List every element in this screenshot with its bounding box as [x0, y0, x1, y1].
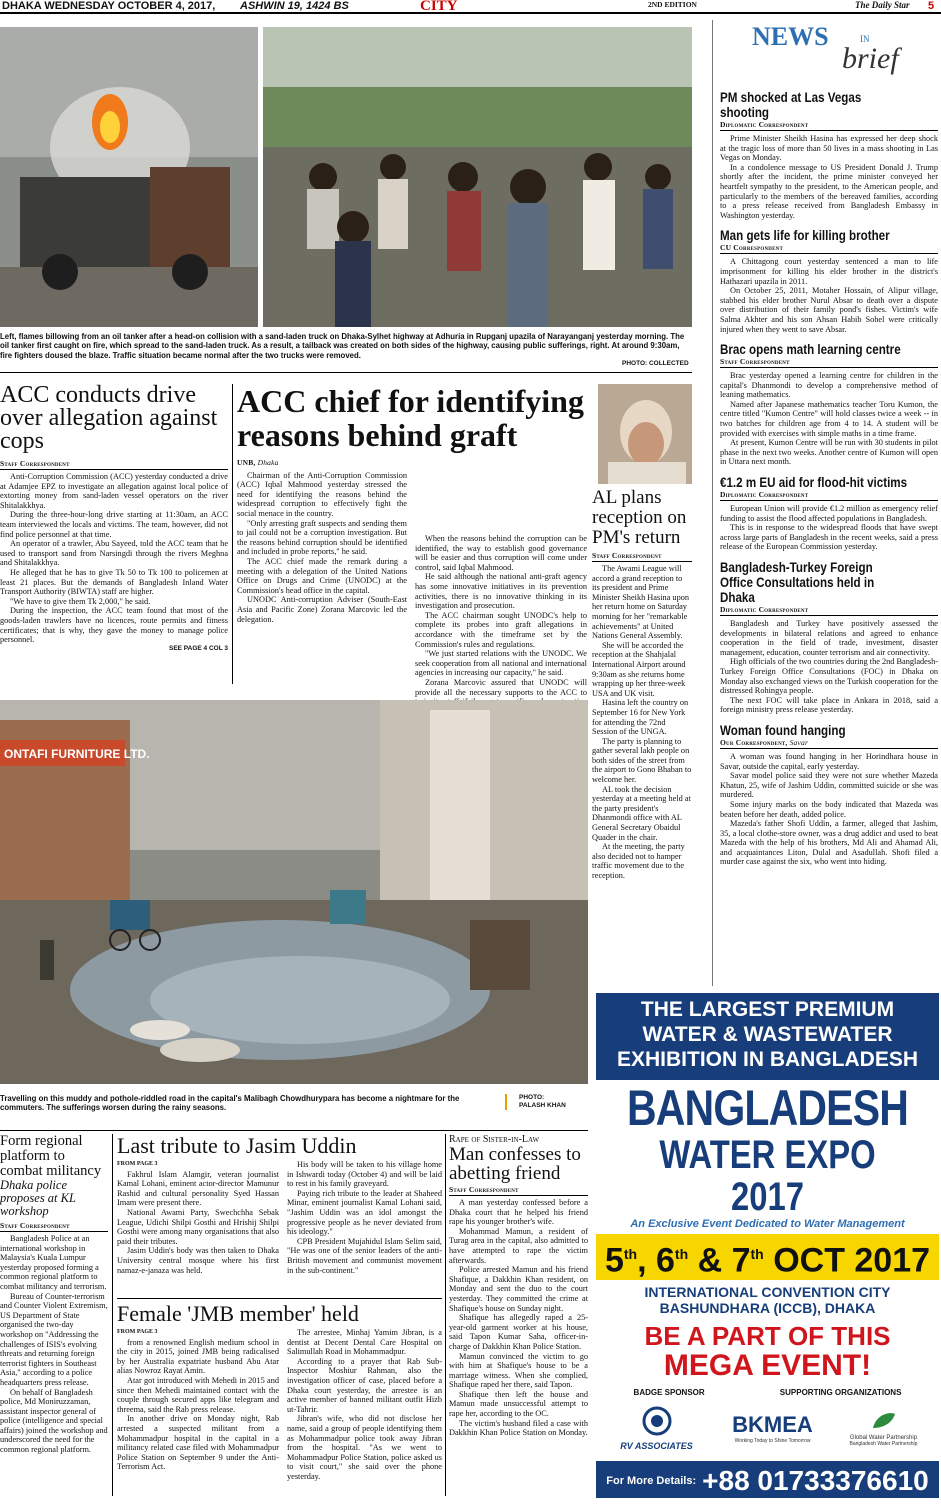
paragraph: Zorana Marcovic assured that UNODC will provide all the necessary supports to the ACC to [415, 677, 587, 697]
paragraph: Police arrested Mamun and his friend Shafique, a Dakkhin Khan resident, on Monday and sent the duo to the court yesterday. They committed the crime at Shafique's house on Sunday night. [449, 1265, 588, 1313]
ad-big1: BANGLADESH [626, 1080, 909, 1136]
brief-body: A Chittagong court yesterday sentenced a man to life imprisonment for killing his elder brother in the district's Hathazari upazila in 2011. On October 25, 2011, Motaher Hossain, of Alipur village, stabbed his elder brother Nurul Absar to death over a dispute over distribution of their family pond's fishes. Victim's wife Salma Akhter and his son Ahsan Habib Sohel were critically injured when they went to save Absar. [720, 257, 938, 334]
crowd-photo [263, 27, 692, 327]
paragraph: The ACC chairman sought UNODC's help to complete its probes into graft allegations in accordance with the timeframe set by the Commission's rules and regulations. [415, 610, 587, 649]
brief-byline: Staff Correspondent [720, 357, 938, 368]
details-label: For More Details: [606, 1475, 697, 1488]
jmb-article [117, 1302, 442, 1482]
paragraph: At the meeting, the party also decided not to hamper traffic movement due to the reception. [592, 842, 685, 880]
paragraph: During the three-hour-long drive starting at 11:30am, an ACC team interviewed the locals and victims. The team, however, did not find police personnel at that time. [0, 510, 228, 539]
masthead: The Daily Star [855, 0, 910, 10]
paragraph: In another drive on Monday night, Rab arrested a suspected militant from a Mohammadpur hospital in the capital in a militancy related case filed with Mohammadpur Police Station on September 9 under the Anti-Terrorism Act. [117, 1414, 279, 1472]
acc-chief-article [237, 384, 587, 716]
paragraph: Paying rich tribute to the leader at Shaheed Minar, eminent journalist Kamal Lohani said, "Jashim Uddin was an idol amongst the progressive people as he never deviated from his ideology." [287, 1188, 442, 1237]
paragraph: Mamun convinced the victim to go with him at Shafique's house to be a marriage witness. When she complied, Shafique raped her there, said Tapon. [449, 1351, 588, 1390]
ad-line3: EXHIBITION IN BANGLADESH [616, 1048, 918, 1071]
paragraph: UNODC Anti-corruption Adviser (South-East Asia and Pacific Zone) Zorana Marcovic led the delegation. [237, 595, 407, 624]
paragraph: She will be accorded the reception at the Shahjalal International Airport around 9:30am as she returns home wrapping up her three-week USA and UK visit. [592, 640, 686, 698]
brief-headline: €1.2 m EU aid for flood-hit victims [720, 475, 908, 491]
see-more-link[interactable]: SEE PAGE 4 COL 3 [168, 644, 228, 652]
acc-cops-article [0, 384, 228, 652]
ad-line1: THE LARGEST PREMIUM [640, 998, 895, 1021]
paragraph: The party is planning to gather several lakh people on both sides of the street from the airport to Gono Bhaban to welcome her. [592, 736, 692, 785]
paragraph: When the reasons behind the corruption can be identified, the way to establish good governance will be easier and thus corruption will come under control, said Iqbal Mahmood. [415, 534, 587, 572]
bangla-date: ASHWIN 19, 1424 BS [240, 0, 349, 12]
paragraph: Bureau of Counter-terrorism and Counter Violent Extremism, US Department of State organised the two-day workshop on "Addressing the challenges of ISIS's evolving threats and returning foreign terrorist fighters in Southeast Asia," according to a police headquarters press release. [0, 1291, 108, 1387]
paragraph: The Awami League will accord a grand reception to its president and Prime Minister Sheikh Hasina upon her return home on Saturday morning for her "remarkable achievements" at United Nations General Assembly. [592, 564, 690, 641]
brief-headline: Man gets life for killing brother [720, 228, 890, 244]
brief-headline: Woman found hanging [720, 722, 846, 738]
brief-headline: Brac opens math learning centre [720, 342, 901, 358]
section-name: CITY [420, 0, 458, 14]
bkmea-logo: BKMEA Working Today to Shine Tomorrow [732, 1412, 813, 1445]
paragraph: The arrestee, Minhaj Yamim Jibran, is a dentist at Decent Dental Care Hospital on Salimullah Road in Mohammadpur. [287, 1328, 442, 1357]
abetting-kicker: Rape of Sister-in-Law [449, 1134, 540, 1145]
sponsor-logo: RV ASSOCIATES [602, 1406, 712, 1451]
paragraph: "Only arresting graft suspects and sending them to jail could not be a corruption investigation. But the reasons behind corruption should be identified and included in probe reports," he said. [237, 518, 407, 557]
brief-body: A woman was found hanging in her Horindhara house in Savar, outside the capital, early yesterday. Savar model police said they were not sure whether Mazeda Khatun, 25, wife of Jashim Uddin, committed suicide or she was murdered. Some injury marks on the body indicated that Mazeda was beaten before her death, added police. Mazeda's father Shofi Uddin, a farmer, alleged that Jashim, 35, a local clothe-store owner, was a drug addict and used to beat Mazeda with the help of his brothers, Md Ali and Ahamad Ali, and acquaintances Liton, Dulal and Asadullah. Shofi filed a murder case against the six, who went into hiding. [720, 751, 938, 867]
street-photo-credit: PHOTO: PALASH KHAN [505, 1094, 566, 1110]
brief-byline: Our Correspondent, Savar [720, 738, 938, 749]
paragraph: A man yesterday confessed before a Dhaka court that he helped his friend rape his younger brother's wife. [449, 1198, 588, 1227]
street-photo [0, 700, 588, 1084]
crowd-image [263, 27, 692, 327]
paragraph: National Awami Party, Swechchha Sebak League, Udichi Shilpi Gosthi and Hrishij Shilpi Gosthi were among many organisations that also paid their tributes. [117, 1207, 279, 1246]
brief-byline: Diplomatic Correspondent [720, 490, 938, 501]
badge-sponsor-label: BADGE SPONSOR [633, 1388, 705, 1398]
shop-sign: ONTAFI FURNITURE LTD. [4, 747, 150, 761]
al-reception-body [592, 564, 692, 881]
paragraph: Chairman of the Anti-Corruption Commission (ACC) Iqbal Mahmood yesterday stressed the need for identifying the reasons behind the widespread corruption to effectively fight the social menace in the country. [237, 470, 407, 518]
ad-big2: WATER EXPO 2017 [659, 1133, 876, 1219]
street-image [0, 700, 588, 1084]
edition: 2ND EDITION [648, 0, 697, 9]
dateline: DHAKA WEDNESDAY OCTOBER 4, 2017, [2, 0, 216, 12]
paragraph: Hasina left the country on September 16 for New York for attending the 72nd Session of the UNGA. [592, 698, 689, 737]
acc-chief-byline: UNB, Dhaka [237, 458, 279, 467]
ad-line2: WATER & WASTEWATER [642, 1023, 893, 1046]
paragraph: According to a prayer that Rab Sub-Inspector Moshiur Rahman, also the investigation officer of case, placed before a Dhaka court yesterday, the arrestee is an active member of banned militant outfit Hizb ut-Tahrir. [287, 1356, 442, 1414]
abetting-body [449, 1198, 588, 1438]
top-photo-caption: Left, flames billowing from an oil tanker after a head-on collision with a sand-laden truck on Dhaka-Sylhet highway at Adhuria in Rupganj upazila of Narayanganj yesterday morning. The oil tanker first caught on fire, which spread to the sand-laden truck. As a result, a tailback was created on both sides of the highway, causing public sufferings, right. At around 9:30am, fire fighters doused the blaze. Traffic situation became normal after the two trucks were removed. [0, 332, 685, 360]
al-reception-headline: AL plans reception on PM's return [592, 487, 687, 548]
ad-venue2: BASHUNDHARA (ICCB), DHAKA [659, 1300, 876, 1317]
paragraph: During the inspection, the ACC team found that most of the goods-laden trawlers have no licences, route permits and fitness certificates; that is why, they gave the money to manage police personnel. [0, 606, 228, 645]
pm-portrait [598, 384, 692, 484]
tanker-fire-photo [0, 27, 258, 327]
paragraph: He said although the national anti-graft agency has some innovative initiatives in its prevention activities, there is no innovative thinking in its investigation and prosecution. [415, 572, 587, 611]
news-brief-title: NEWS IN brief [752, 22, 899, 75]
ad-phone[interactable]: +88 01733376610 [702, 1465, 929, 1497]
paragraph: The victim's husband filed a case with Dakkhin Khan Police Station on Monday. [449, 1418, 588, 1438]
paragraph: He alleged that he has to give Tk 50 to Tk 100 to policemen at least 21 places. But the demands of Bangladesh Inland Water Transport Authority (BIWTA) staff are higher. [0, 567, 228, 597]
al-reception-byline: Staff Correspondent [592, 551, 692, 562]
paragraph: Jibran's wife, who did not disclose her name, said a group of people identifying them as Mohammadpur police took away Jibran from the hospital. "As we went to Mohammadpur Police Station, police asked us to visit court," she said over the phone yesterday. [287, 1414, 442, 1481]
brief-headline: PM shocked at Las Vegas shooting [720, 90, 862, 120]
paragraph: Fakhrul Islam Alamgir, veteran journalist Kamal Lohani, eminent actor-director Mamunur Rashid and cultural personality Syed Hassan Imam were present there. [117, 1169, 279, 1208]
paragraph: Bangladesh Police at an international workshop in Malaysia's Kuala Lumpur yesterday proposed forming a common regional platform to combat militancy and terrorism. [0, 1234, 107, 1291]
ad-cta1: BE A PART OF THIS [644, 1321, 891, 1352]
rv-associates-icon [642, 1406, 672, 1436]
paragraph: His body will be taken to his village home in Ishwardi today (October 4) and will be laid to rest in his family graveyard. [287, 1160, 442, 1189]
paragraph: CPB President Mujahidul Islam Selim said, "He was one of the senior leaders of the anti-British movement and communist movement in the sub-continent." [287, 1236, 442, 1275]
brief-body: European Union will provide €1.2 million as emergency relief funding to assist the flood affected populations in Bangladesh. This is in response to the widespread floods that have swept across large parts of Bangladesh in the recent weeks, said a press release of the European Commission yesterday. [720, 504, 938, 552]
abetting-article [449, 1134, 588, 1438]
gwp-logo: Global Water Partnership Bangladesh Water Partnership [834, 1410, 934, 1447]
paragraph: On behalf of Bangladesh police, Md Moniruzzaman, assistant inspector general of police (intelligence and special affairs) joined the workshop and underscored the need for the common regional platform. [0, 1387, 108, 1455]
paragraph: Shafique has allegedly raped a 25-year-old garment worker at his house, said Tapon Kumar Saha, officer-in-charge of Dakkhin Khan Police Station. [449, 1313, 588, 1351]
abetting-headline: Man confesses to abetting friend [449, 1144, 581, 1184]
brief-headline: Bangladesh-Turkey Foreign Office Consultations held in Dhaka [720, 560, 875, 605]
pm-portrait-image [598, 384, 692, 484]
paragraph: Mohammad Mamun, a resident of Turag area in the capital, also admitted to have attempted to rape the victim afterwards. [449, 1226, 588, 1265]
al-reception-article [592, 488, 692, 881]
page-header [0, 0, 941, 14]
paragraph: "We have to give them Tk 2,000," he said. [10, 596, 151, 606]
ad-dates: 5th, 6th & 7th OCT 2017 [596, 1234, 939, 1280]
water-expo-ad[interactable] [596, 993, 939, 1511]
paragraph: An operator of a trawler, Abu Sayeed, told the ACC team that he used to transport sand from Narsingdi through the rivers Meghna and Shitalakkhya. [0, 539, 228, 568]
from-page-label: FROM PAGE 3 [117, 1329, 158, 1335]
abetting-byline: Staff Correspondent [449, 1185, 588, 1196]
ad-tagline: An Exclusive Event Dedicated to Water Management [630, 1218, 905, 1230]
brief-body: Bangladesh and Turkey have positively assessed the developments in bilateral relations and agreed to enhance cooperation in the field of trade, investment, disaster management, education, counter terrorism and air connectivity. High officials of the two countries during the 2nd Bangladesh-Turkey Foreign Office Consultations (FOC) in Dhaka on Monday also exchanged views on the Turkish cooperation for the distressed Rohingya people. The next FOC will take place in Ankara in 2018, said a foreign ministry press release yesterday. [720, 619, 938, 715]
leaf-icon [871, 1410, 897, 1430]
ad-venue1: INTERNATIONAL CONVENTION CITY [644, 1284, 891, 1301]
tanker-fire-image [0, 27, 258, 327]
ad-email-web[interactable]: Email: info@watertoday.org Web: www.bangladeshwaterexpo.biz [597, 1499, 938, 1511]
supporting-label: SUPPORTING ORGANIZATIONS [779, 1388, 902, 1398]
brief-byline: Diplomatic Correspondent [720, 605, 938, 616]
jmb-headline: Female 'JMB member' held [117, 1301, 359, 1326]
brief-byline: Diplomatic Correspondent [720, 120, 938, 131]
brief-byline: CU Correspondent [720, 243, 938, 254]
paragraph: Atar got introduced with Mehedi in 2015 and since then Mehedi maintained contact with the couple through secured apps like telegram and threema, said the Rab press release. [117, 1375, 279, 1414]
tribute-headline: Last tribute to Jasim Uddin [117, 1133, 357, 1158]
brief-body: Prime Minister Sheikh Hasina has expressed her deep shock at the tragic loss of more than 50 lives in a mass shooting in Las Vegas on Monday. In a condolence message to US President Donald J. Trump shortly after the incident, the prime minister conveyed her heartfelt sympathy to the president, to the American people, and particularly to the members of the bereaved families, according to a press release received from Bangladesh Embassy in Washington yesterday. [720, 134, 938, 220]
from-page-label: FROM PAGE 3 [117, 1161, 158, 1167]
paragraph: AL took the decision yesterday at a meeting held at the party president's Dhanmondi office with AL General Secretary Obaidul Quader in the chair. [592, 784, 691, 842]
street-photo-caption: Travelling on this muddy and pothole-riddled road in the capital's Malibagh Chowdhurypara has become a nightmare for the commuters. The sufferings worsen during the rainy seasons. [0, 1094, 460, 1113]
militancy-byline: Staff Correspondent [0, 1221, 108, 1232]
acc-cops-headline: ACC conducts drive over allegation against cops [0, 382, 218, 454]
paragraph: The ACC chief made the remark during a meeting with a delegation of the United Nations Office on Drugs and Crime (UNODC) at the Commission's head office in the capital. [237, 556, 407, 595]
paragraph: "We just started relations with the UNODC. We seek cooperation from all national and international agencies in increasing our capacity," he said. [415, 649, 587, 678]
militancy-headline: Form regional platform to combat militancy [0, 1133, 102, 1179]
brief-body: Brac yesterday opened a learning centre for children in the capital's Dhanmondi to develop a comprehensive method of leaning mathematics. Named after Japanese mathematics teacher Toru Kumon, the centre titled "Kumon Centre" will hold classes twice a week -- in two batches for children age from 4 to 14. A student will be provided with exercises with simple maths in a time frame. At present, Kumon Centre will be run with 30 students in pilot phase in the next two weeks. Another centre of Kumon will open in Uttara next month. [720, 371, 938, 467]
news-brief-column [720, 22, 938, 867]
top-photo-credit: PHOTO: COLLECTED [622, 360, 689, 367]
militancy-subhead: Dhaka police proposes at KL workshop [0, 1178, 76, 1218]
page-number: 5 [928, 0, 935, 12]
militancy-body [0, 1234, 108, 1455]
acc-cops-body [0, 472, 228, 645]
tribute-article [117, 1134, 442, 1275]
ad-cta2: MEGA EVENT! [663, 1349, 872, 1383]
paragraph: Shafique then left the house and Mamun made unsuccessful attempt to rape her, according to the OC. [449, 1389, 588, 1419]
paragraph: Jasim Uddin's body was then taken to Dhaka University central mosque where his first namaz-e-janaza was held. [117, 1246, 279, 1275]
acc-cops-byline: Staff Correspondent [0, 459, 228, 470]
paragraph: from a renowned English medium school in the city in 2015, joined JMB being radicalised by her Australia expatriate husband Abu Atar alias Nowroz Rayat Amin. [117, 1337, 279, 1376]
acc-chief-headline: ACC chief for identifying reasons behind graft [237, 383, 584, 453]
paragraph: Anti-Corruption Commission (ACC) yesterday conducted a drive at Adamjee EPZ to investigate an allegation against local police of extorting money from sand-laden vessel operators on the river Shitalakkhya. [0, 472, 228, 510]
militancy-article [0, 1134, 108, 1455]
